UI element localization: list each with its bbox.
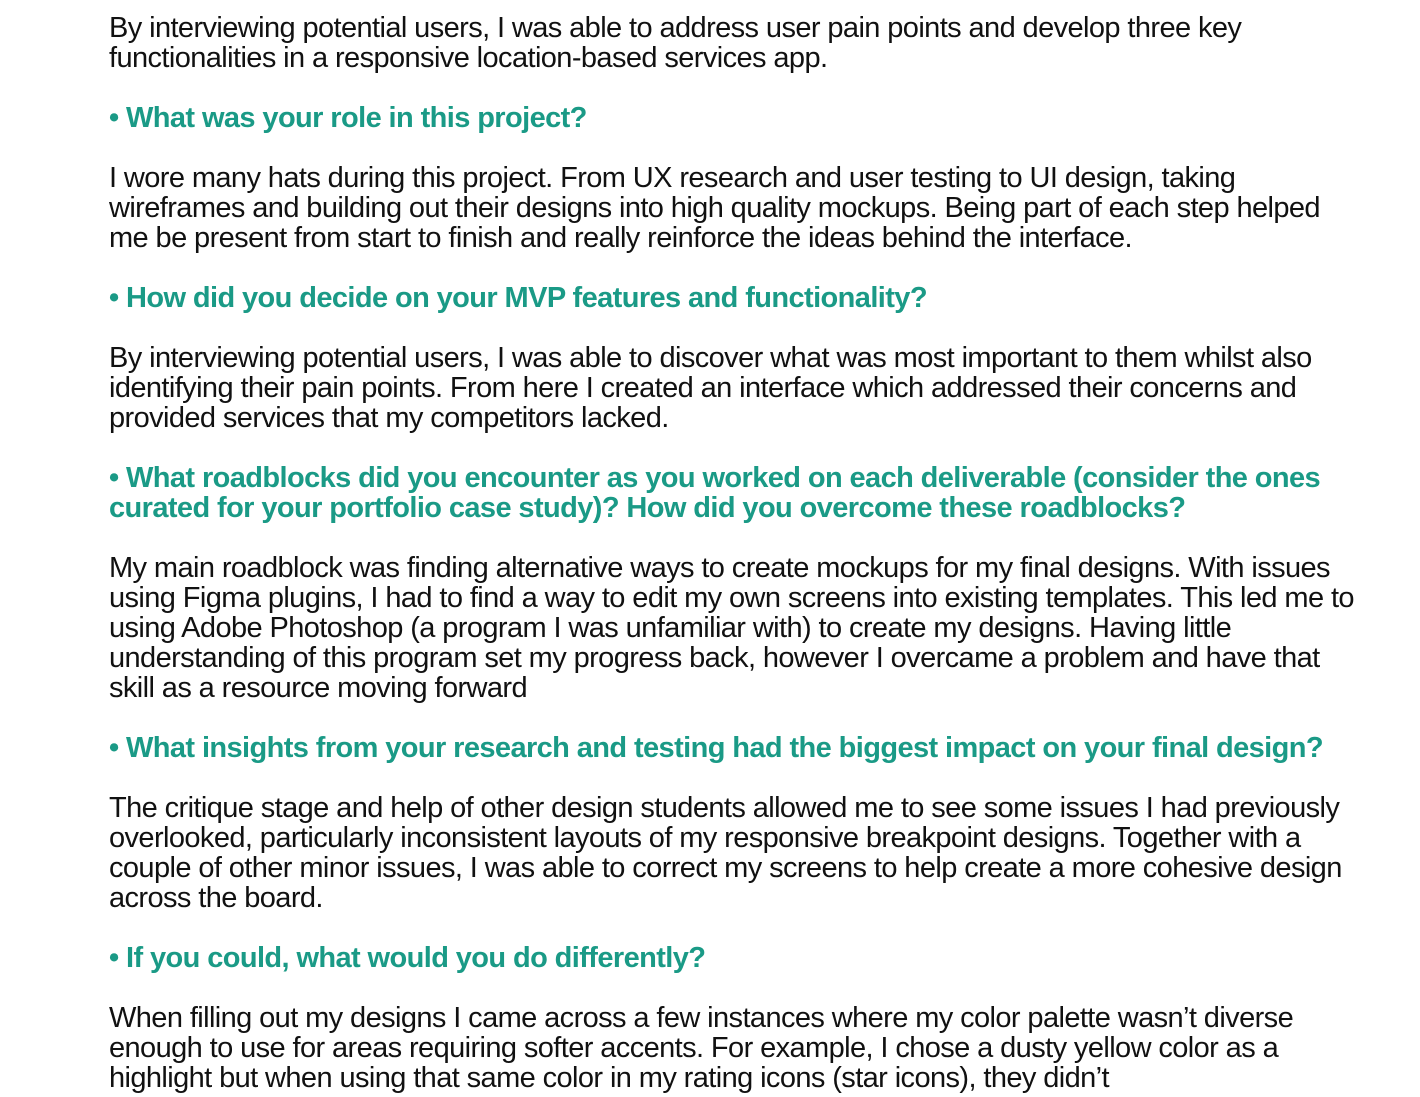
question-differently: • If you could, what would you do differently? xyxy=(109,942,706,974)
question-mvp: • How did you decide on your MVP features and functionality? xyxy=(109,282,927,314)
answer-differently: When filling out my designs I came across a few instances where my color palette wasn’t diverse enough to use for areas requiring softer accents. For example, I chose a dusty yellow color as a highlight but when using that same color in my rating icons (star icons), they didn’t xyxy=(109,1002,1294,1094)
intro-paragraph: By interviewing potential users, I was able to address user pain points and develop three key functionalities in a responsive location-based services app. xyxy=(109,12,1242,74)
answer-roadblocks: My main roadblock was finding alternative ways to create mockups for my final designs. With issues using Figma plugins, I had to find a way to edit my own screens into existing templates. This led me to using Adobe Photoshop (a program I was unfamiliar with) to create my designs. Having little understanding of this program set my progress back, however I overcame a problem and have that skill as a resource moving forward xyxy=(109,552,1354,704)
answer-insights: The critique stage and help of other design students allowed me to see some issues I had previously overlooked, particularly inconsistent layouts of my responsive breakpoint designs. Together with a couple of other minor issues, I was able to correct my screens to help create a more cohesive design across the board. xyxy=(109,792,1342,914)
answer-mvp: By interviewing potential users, I was able to discover what was most important to them whilst also identifying their pain points. From here I created an interface which addressed their concerns and provided services that my competitors lacked. xyxy=(109,342,1312,434)
question-insights: • What insights from your research and testing had the biggest impact on your final design? xyxy=(109,732,1323,764)
case-study-qa xyxy=(109,13,1359,1097)
question-role: • What was your role in this project? xyxy=(109,102,587,134)
answer-role: I wore many hats during this project. From UX research and user testing to UI design, taking wireframes and building out their designs into high quality mockups. Being part of each step helped me be present from start to finish and really reinforce the ideas behind the interface. xyxy=(109,162,1320,254)
question-roadblocks: • What roadblocks did you encounter as you worked on each deliverable (consider the ones curated for your portfolio case study)? How did you overcome these roadblocks? xyxy=(109,462,1321,524)
